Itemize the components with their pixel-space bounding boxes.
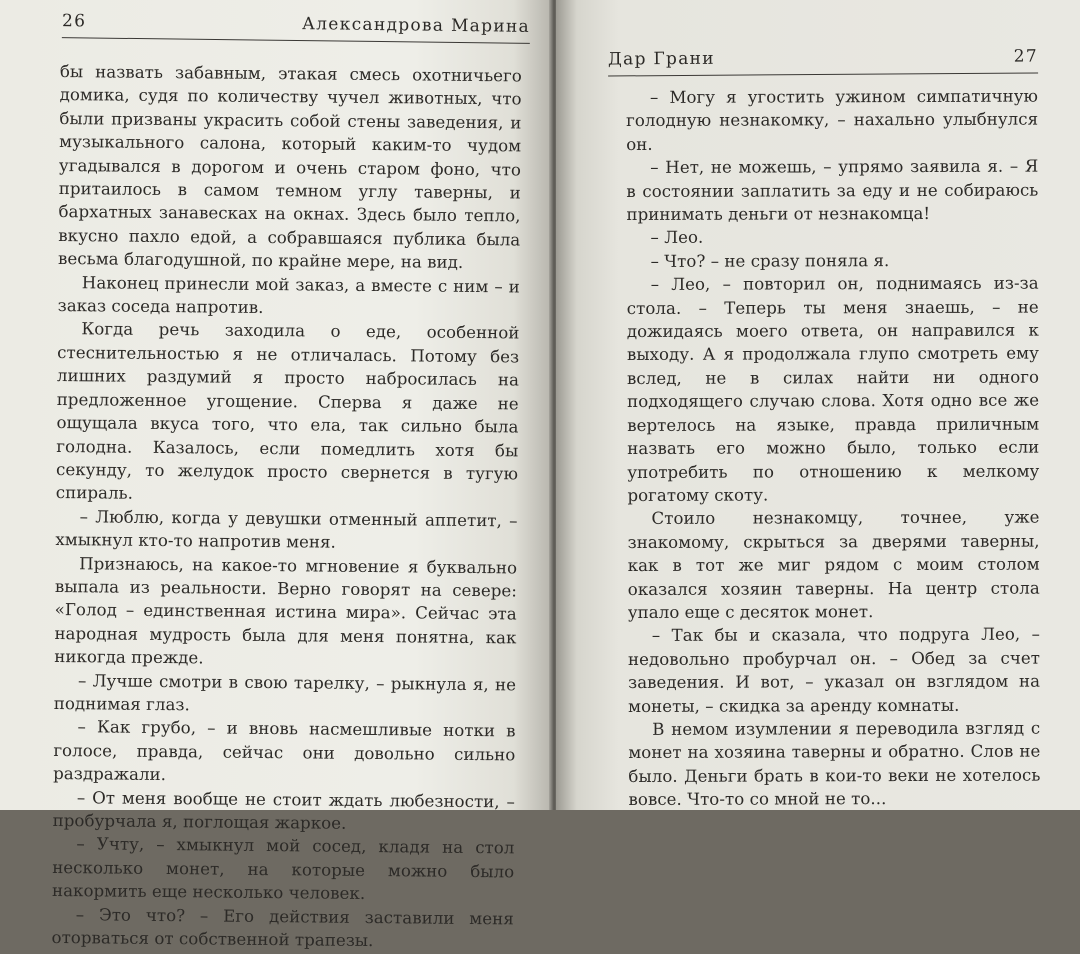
right-page (556, 0, 1080, 810)
paragraph: – Это что? – Его действия заставили меня оторваться от собственной трапезы. (51, 904, 514, 951)
paragraph: В немом изумлении я переводила взгляд с монет на хозяина таверны и обратно. Слов не было. Деньги брать в кои-то веки не хотелось вовсе. Что-то со мной не то... (628, 718, 1041, 810)
paragraph: Когда речь заходила о еде, особенной стеснительностью я не отличалась. Потому без лишних раздумий я просто набросилась на предложенное угощение. Сперва я даже не ощущала вкуса того, что ела, так сильно была голодна. Казалось, если помедлить хотя бы секунду, то желудок просто свернется в тугую спираль. (55, 319, 520, 504)
paragraph: – Лео, – повторил он, поднимаясь из-за стола. – Теперь ты меня знаешь, – не дожидаясь моего ответа, он направился к выходу. А я продолжала глупо смотреть ему вслед, не в силах найти ни одного подходящего случаю слова. Хотя одно все же вертелось на языке, правда приличным назвать его можно было, только если употребить по отношению к мелкому рогатому скоту. (626, 273, 1040, 505)
paragraph: – Нет, не можешь, – упрямо заявила я. – Я в состоянии заплатить за еду и не собираюсь принимать деньги от незнакомца! (626, 156, 1039, 225)
paragraph: – Как грубо, – и вновь насмешливые нотки в голосе, правда, сейчас они довольно сильно раздражали. (53, 717, 516, 785)
paragraph: бы назвать забавным, этакая смесь охотничьего домика, судя по количеству чучел животных, что были призваны украсить собой стены заведения, и музыкального салона, который каким-то чудом угадывался в дорогом и очень старом фоно, что притаилось в самом темном углу таверны, и бархатных занавесках на окнах. Здесь было тепло, вкусно пахло едой, а собравшаяся публика была весьма благодушной, по крайне мере, на вид. (58, 61, 522, 273)
paragraph: Наконец принесли мой заказ, а вместе с ним – и заказ соседа напротив. (57, 272, 520, 318)
right-page-header (608, 46, 1038, 76)
paragraph: – Могу я угостить ужином симпатичную голодную незнакомку, – нахально улыбнулся он. (626, 86, 1039, 154)
paragraph: – Что? – не сразу поняла я. (650, 250, 890, 271)
paragraph: – Так бы и сказала, что подруга Лео, – недовольно пробурчал он. – Обед за счет заведения. И вот, – указал он взглядом на монеты, – скидка за аренду комнаты. (627, 624, 1041, 716)
paragraph: Признаюсь, на какое-то мгновение я буквально выпала из реальности. Верно говорят на севере: «Голод – единственная истина мира». Сейчас эта народная мудрость была для меня понятна, как никогда прежде. (54, 553, 518, 668)
paragraph: – От меня вообще не стоит ждать любезности, – пробурчала я, поглощая жаркое. (52, 787, 515, 833)
paragraph: – Учту, – хмыкнул мой сосед, кладя на стол несколько монет, на которые можно было накормить еще несколько человек. (51, 834, 515, 904)
paragraph: – Люблю, когда у девушки отменный аппетит, – хмыкнул кто-то напротив меня. (55, 506, 518, 552)
page-number: 26 (61, 11, 87, 32)
left-page-text (51, 60, 522, 954)
page-number: 27 (1013, 46, 1039, 67)
paragraph: – Лео. (650, 228, 704, 248)
left-page-header (62, 11, 530, 44)
running-head-author: Александрова Марина (301, 14, 531, 37)
paragraph: Стоило незнакомцу, точнее, уже знакомому, скрыться за дверями таверны, как в тот же миг рядом с моим столом оказался хозяин таверны. На центр стола упало еще с десяток монет. (627, 507, 1040, 622)
paragraph: – Лучше смотри в свою тарелку, – рыкнула я, не поднимая глаз. (53, 670, 517, 715)
right-page-text (626, 85, 1041, 812)
running-head-title: Дар Грани (607, 48, 715, 70)
